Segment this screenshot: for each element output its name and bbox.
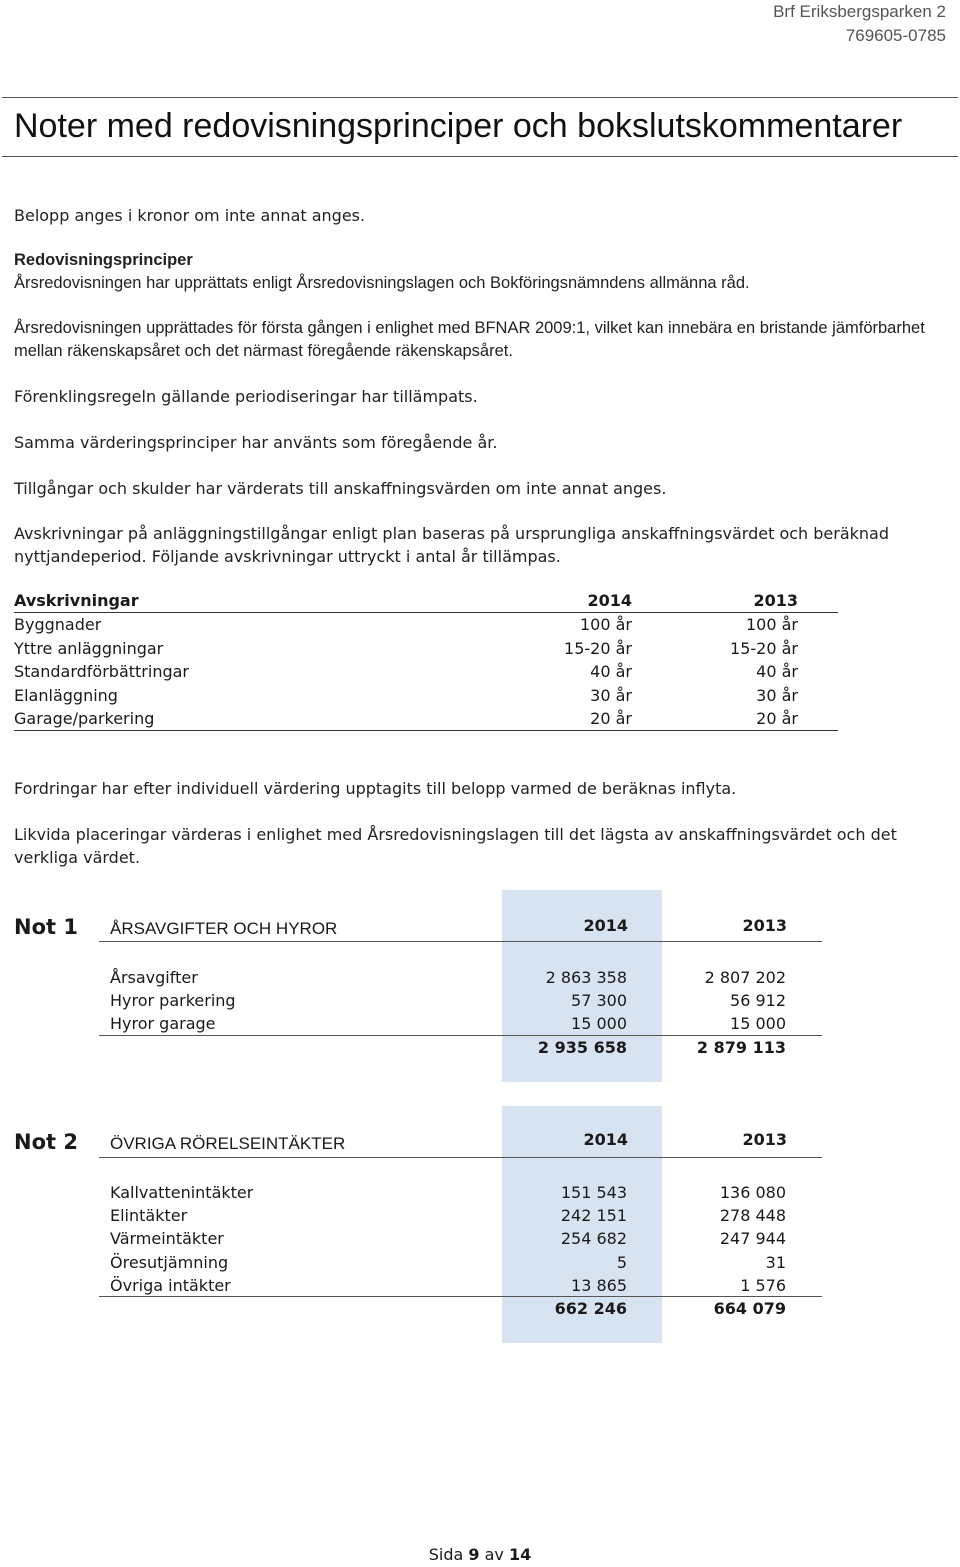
table-row <box>110 1204 790 1227</box>
row-value-2014: 5 <box>616 1253 627 1272</box>
row-label: Yttre anläggningar <box>14 638 164 658</box>
depreciation-header-year1: 2014 <box>587 591 632 610</box>
row-label: Övriga intäkter <box>110 1276 231 1295</box>
total-2013: 2 879 113 <box>696 1038 786 1057</box>
table-row <box>110 1274 790 1297</box>
footer-prefix: Sida <box>428 1545 464 1564</box>
note1-label: Not 1 <box>14 915 78 939</box>
row-value-2013: 40 år <box>756 662 798 682</box>
total-2013: 664 079 <box>713 1299 786 1318</box>
note1-header-rule <box>99 941 822 942</box>
table-row <box>110 1181 790 1204</box>
note1-year1: 2014 <box>583 916 628 935</box>
depreciation-header-label: Avskrivningar <box>14 591 139 610</box>
paragraph-liquid-investments: Likvida placeringar värderas i enlighet med Årsredovisningslagen till det lägsta av anskaffningsvärdet och det verkliga värdet. <box>14 825 897 867</box>
table-row <box>14 660 838 683</box>
row-value-2013: 31 <box>765 1253 786 1272</box>
paragraph-1: Årsredovisningen har upprättats enligt Årsredovisningslagen och Bokföringsnämndens allmänna råd. <box>14 274 750 292</box>
row-value-2013: 136 080 <box>719 1183 786 1202</box>
row-value-2014: 13 865 <box>571 1276 627 1295</box>
row-value-2014: 57 300 <box>571 991 627 1010</box>
footer-page-number: 9 <box>468 1545 480 1564</box>
table-row <box>110 989 790 1012</box>
table-row <box>14 707 838 731</box>
footer-separator: av <box>484 1545 504 1564</box>
row-value-2014: 254 682 <box>560 1229 627 1248</box>
note2-year2: 2013 <box>742 1130 787 1149</box>
footer-page-total: 14 <box>509 1545 532 1564</box>
intro-text: Belopp anges i kronor om inte annat anges. <box>14 206 366 225</box>
row-value-2013: 15 000 <box>730 1014 786 1033</box>
row-value-2014: 40 år <box>590 662 632 682</box>
row-value-2013: 1 576 <box>740 1276 786 1295</box>
note2-label: Not 2 <box>14 1130 78 1154</box>
row-value-2014: 15 000 <box>571 1014 627 1033</box>
note2-year1: 2014 <box>583 1130 628 1149</box>
table-row <box>110 966 790 989</box>
table-row <box>14 613 838 636</box>
row-value-2013: 2 807 202 <box>704 968 786 987</box>
note2-total-row <box>110 1297 790 1320</box>
note1-total-row <box>110 1036 790 1059</box>
row-value-2013: 56 912 <box>730 991 786 1010</box>
note1-title: ÅRSAVGIFTER OCH HYROR <box>110 919 338 938</box>
row-value-2014: 2 863 358 <box>545 968 627 987</box>
row-label: Hyror garage <box>110 1014 216 1033</box>
depreciation-header-row <box>14 589 838 613</box>
row-value-2014: 100 år <box>579 615 632 635</box>
row-label: Värmeintäkter <box>110 1229 224 1248</box>
depreciation-table <box>14 589 838 731</box>
row-value-2013: 30 år <box>756 685 798 705</box>
row-label: Standardförbättringar <box>14 662 189 682</box>
paragraph-receivables: Fordringar har efter individuell värdering upptagits till belopp varmed de beräknas inflyta. <box>14 779 737 798</box>
row-label: Elanläggning <box>14 685 118 705</box>
paragraph-2: Årsredovisningen upprättades för första gången i enlighet med BFNAR 2009:1, vilket kan innebära en bristande jämförbarhet mellan räkenskapsåret och det närmast föregående räkenskapsåret. <box>14 319 925 360</box>
org-name: Brf Eriksbergsparken 2 <box>773 2 946 21</box>
total-2014: 2 935 658 <box>537 1038 627 1057</box>
row-label: Kallvattenintäkter <box>110 1183 254 1202</box>
row-label: Årsavgifter <box>110 968 198 987</box>
paragraph-3: Förenklingsregeln gällande periodiseringar har tillämpats. <box>14 387 478 406</box>
note1-year2: 2013 <box>742 916 787 935</box>
row-value-2014: 20 år <box>590 708 632 728</box>
table-row <box>110 1227 790 1250</box>
table-row <box>14 637 838 660</box>
paragraph-6: Avskrivningar på anläggningstillgångar enligt plan baseras på ursprungliga anskaffningsvärdet och beräknad nyttjandeperiod. Följande avskrivningar uttryckt i antal år tillämpas. <box>14 524 890 566</box>
row-label: Öresutjämning <box>110 1253 229 1272</box>
row-value-2013: 278 448 <box>719 1206 786 1225</box>
row-value-2014: 151 543 <box>560 1183 627 1202</box>
row-label: Elintäkter <box>110 1206 188 1225</box>
row-value-2014: 242 151 <box>560 1206 627 1225</box>
row-label: Hyror parkering <box>110 991 236 1010</box>
row-value-2013: 20 år <box>756 708 798 728</box>
row-label: Byggnader <box>14 615 102 635</box>
row-value-2014: 30 år <box>590 685 632 705</box>
page-title: Noter med redovisningsprinciper och bokslutskommentarer <box>14 107 903 145</box>
table-row <box>110 1012 790 1035</box>
row-value-2013: 15-20 år <box>730 638 798 658</box>
note2-title: ÖVRIGA RÖRELSEINTÄKTER <box>110 1134 346 1153</box>
table-row <box>14 684 838 707</box>
total-2014: 662 246 <box>554 1299 627 1318</box>
table-row <box>110 1251 790 1274</box>
title-rule-top <box>2 97 958 98</box>
document-header <box>773 0 946 48</box>
page-footer <box>0 1545 960 1564</box>
paragraph-4: Samma värderingsprinciper har använts som föregående år. <box>14 433 498 452</box>
org-number: 769605-0785 <box>845 26 946 45</box>
row-label: Garage/parkering <box>14 708 155 728</box>
note2-header-rule <box>99 1157 822 1158</box>
title-rule-bottom <box>2 156 958 157</box>
paragraph-5: Tillgångar och skulder har värderats till anskaffningsvärden om inte annat anges. <box>14 479 667 498</box>
principles-heading: Redovisningsprinciper <box>14 251 193 269</box>
row-value-2013: 247 944 <box>719 1229 786 1248</box>
depreciation-header-year2: 2013 <box>753 591 798 610</box>
row-value-2013: 100 år <box>745 615 798 635</box>
row-value-2014: 15-20 år <box>564 638 632 658</box>
